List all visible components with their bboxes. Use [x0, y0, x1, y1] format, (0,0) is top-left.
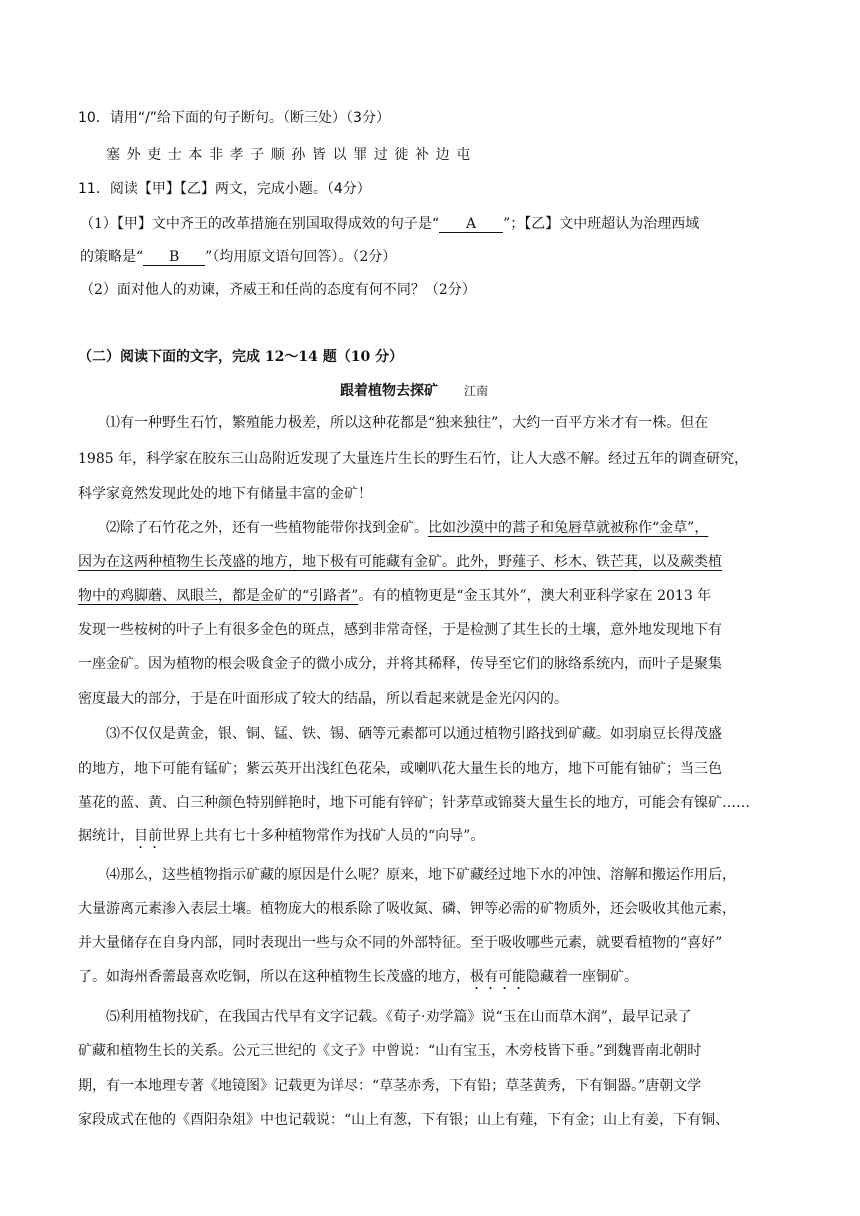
- underlined-sentence-part-3: 物中的鸡脚蘑、凤眼兰，都是金矿的“引路者”: [78, 588, 359, 604]
- question-11-part-1-text-3: 的策略是“: [80, 249, 144, 265]
- paragraph-5-line-3: 期，有一本地理专著《地镜图》记载更为详尽：“草茎赤秀，下有铅；草茎黄秀，下有铜器。”唐朝文学: [78, 1078, 702, 1094]
- paragraph-4-line-3: 并大量储存在自身内部，同时表现出一些与众不同的外部特征。至于吸收哪些元素，就要看植物的“喜好”: [78, 935, 723, 951]
- question-10-sentence: 塞外吏士本非孝子顺孙皆以罪过徙补边屯: [106, 147, 477, 163]
- paragraph-3-line-3: 堇花的蓝、黄、白三种颜色特别鲜艳时，地下可能有锌矿；针茅草或锦葵大量生长的地方，可能会有镍矿……: [78, 795, 750, 811]
- paragraph-2-text-2: 。有的植物更是“金玉其外”，澳大利亚科学家在 2013 年: [358, 588, 712, 604]
- question-11-part-1: [80, 214, 699, 234]
- paragraph-5-line-2: 矿藏和植物生长的关系。公元三世纪的《文子》中曾说：“山有宝玉，木旁枝皆下垂。”到魏晋南北朝时: [78, 1043, 702, 1059]
- section-2-heading: （二）阅读下面的文字，完成 12～14 题（10 分）: [78, 349, 404, 365]
- question-11: 11．阅读【甲】【乙】两文，完成小题。（4分）: [78, 181, 371, 197]
- paragraph-5-line-4: 家段成式在他的《酉阳杂俎》中也记载说：“山上有葱，下有银；山上有薤，下有金；山上有姜，下有铜、: [78, 1112, 730, 1128]
- paragraph-4-line-2: 大量游离元素渗入表层土壤。植物庞大的根系除了吸收氮、磷、钾等必需的矿物质外，还会吸收其他元素，: [78, 901, 736, 917]
- article-title-line: [340, 381, 488, 401]
- answer-blank-a[interactable]: A: [439, 216, 503, 233]
- article-author: 江南: [464, 384, 489, 398]
- paragraph-3-line-2: 的地方，地下可能有锰矿；紫云英开出浅红色花朵，或喇叭花大量生长的地方，地下可能有铀矿；当三色: [78, 761, 722, 777]
- paragraph-2-line-4: 发现一些桉树的叶子上有很多金色的斑点，感到非常奇怪，于是检测了其生长的土壤，意外地发现地下有: [78, 622, 722, 638]
- paragraph-4-line-4: [78, 967, 638, 993]
- paragraph-4-line-1: ⑷那么，这些植物指示矿藏的原因是什么呢？原来，地下矿藏经过地下水的冲蚀、溶解和搬运作用后，: [106, 867, 736, 883]
- paragraph-1-line-1: ⑴有一种野生石竹，繁殖能力极差，所以这种花都是“独来独往”，大约一百平方米才有一株。但在: [106, 415, 709, 431]
- paragraph-2-line-3: [78, 586, 711, 606]
- paragraph-2-line-5: 一座金矿。因为植物的根会吸食金子的微小成分，并将其稀释，传导至它们的脉络系统内，而叶子是聚集: [78, 656, 722, 672]
- paragraph-4-text: 了。如海州香薷最喜欢吃铜，所以在这种植物生长茂盛的地方，: [78, 969, 470, 985]
- paragraph-1-line-3: 科学家竟然发现此处的地下有储量丰富的金矿！: [78, 486, 372, 502]
- question-11-part-1-text-4: ”（均用原文语句回答）。（2分）: [205, 249, 397, 265]
- paragraph-3-line-4: [78, 826, 484, 852]
- underlined-sentence-part-1: 比如沙漠中的蒿子和兔唇草就被称作“金草”，: [428, 520, 709, 536]
- paragraph-3-text: 据统计，: [78, 828, 134, 844]
- paragraph-2-line-1: [106, 518, 708, 538]
- answer-blank-b[interactable]: B: [143, 249, 205, 266]
- question-11-part-2: （2）面对他人的劝谏，齐威王和任尚的态度有何不同？（2分）: [80, 282, 476, 298]
- question-10: 10．请用“/”给下面的句子断句。（断三处）（3分）: [78, 110, 390, 126]
- paragraph-3-text-2: 世界上共有七十多种植物常作为找矿人员的“向导”。: [162, 828, 485, 844]
- paragraph-2-line-6: 密度最大的部分，于是在叶面形成了较大的结晶，所以看起来就是金光闪闪的。: [78, 691, 568, 707]
- emphasized-word-mu-qian: 目前: [134, 828, 162, 844]
- question-11-part-1-cont: [80, 247, 396, 267]
- underlined-sentence-part-2: 因为在这两种植物生长茂盛的地方，地下极有可能藏有金矿。此外，野薤子、杉木、铁芒萁，以及蕨类植: [78, 554, 722, 570]
- paragraph-4-text-2: 隐藏着一座铜矿。: [526, 969, 638, 985]
- paragraph-1-line-2: 1985 年，科学家在胶东三山岛附近发现了大量连片生长的野生石竹，让人大惑不解。经过五年的调查研究，: [78, 451, 749, 467]
- paragraph-3-line-1: ⑶不仅仅是黄金，银、铜、锰、铁、锡、硒等元素都可以通过植物引路找到矿藏。如羽扇豆长得茂盛: [106, 726, 722, 742]
- emphasized-word-ji-you-ke-neng: 极有可能: [470, 969, 526, 985]
- question-11-part-1-text-2: ”；【乙】文中班超认为治理西域: [503, 216, 700, 232]
- paragraph-2-text: ⑵除了石竹花之外，还有一些植物能带你找到金矿。: [106, 520, 428, 536]
- paragraph-5-line-1: ⑸利用植物找矿，在我国古代早有文字记载。《荀子·劝学篇》说“玉在山而草木润”，最早记录了: [106, 1009, 692, 1025]
- question-11-part-1-text: （1）【甲】文中齐王的改革措施在别国取得成效的句子是“: [80, 216, 440, 232]
- article-title: 跟着植物去探矿: [340, 383, 438, 399]
